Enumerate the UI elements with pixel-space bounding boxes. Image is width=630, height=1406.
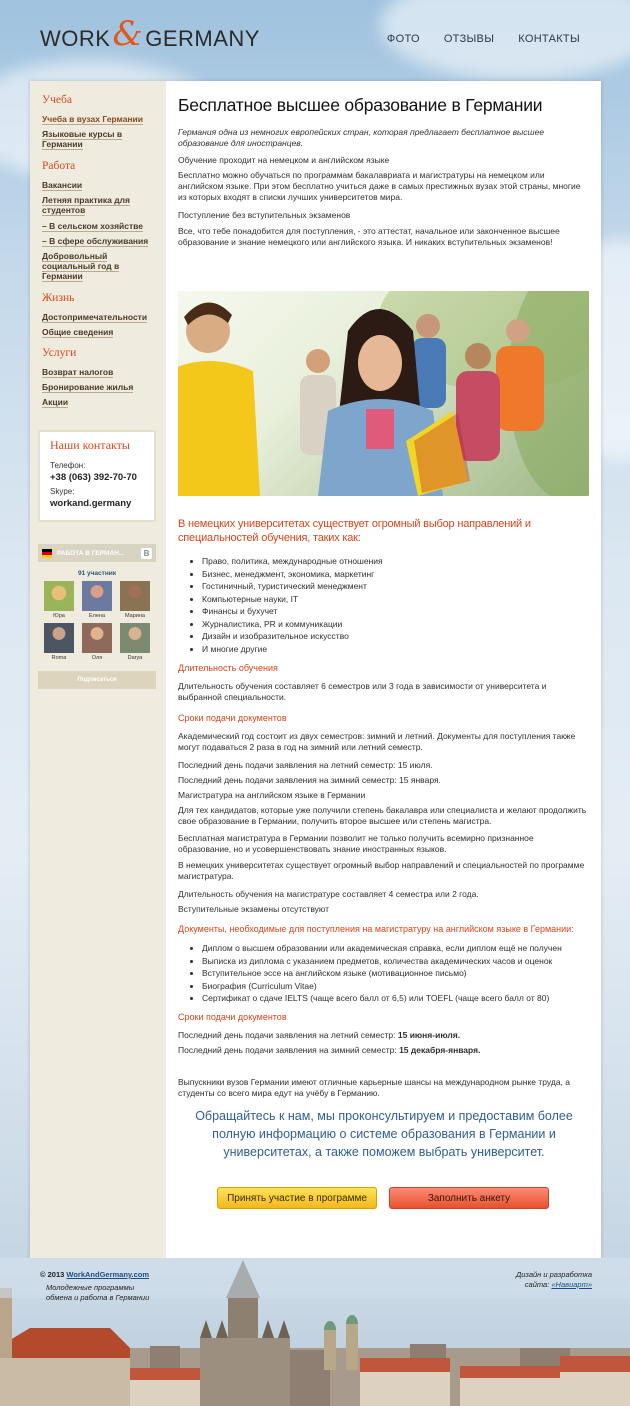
paragraph: Обучение проходит на немецком и английском языке bbox=[178, 155, 390, 165]
vk-member[interactable]: Оля bbox=[82, 623, 112, 661]
paragraph: Поступление без вступительных экзаменов bbox=[178, 210, 351, 220]
avatar bbox=[120, 581, 150, 611]
paragraph: Академический год состоит из двух семестров: зимний и летний. Документы для поступления также могут подаваться 2 раза в год на зимний или летний семестр. bbox=[178, 731, 576, 752]
list-item: • Дизайн и изобразительное искусство bbox=[202, 630, 592, 643]
list-item: • Журналистика, PR и коммуникации bbox=[202, 618, 592, 631]
paragraph: Выпускники вузов Германии имеют отличные карьерные шансы на международном рынке труда, а студенты со всего мира едут на учёбу в Германию. bbox=[178, 1077, 571, 1098]
logo-work: WORK bbox=[40, 26, 111, 51]
sidebar-item-universities[interactable]: Учеба в вузах Германии bbox=[42, 114, 144, 124]
join-program-button[interactable]: Принять участие в программе bbox=[217, 1187, 377, 1209]
vk-subscribe-button[interactable]: Подписаться bbox=[38, 671, 156, 689]
vk-logo-icon: В bbox=[141, 548, 152, 559]
paragraph: Последний день подачи заявления на зимний семестр: 15 января. bbox=[178, 775, 441, 785]
cta-text: Обращайтесь к нам, мы проконсультируем и предоставим более полную информацию о системе образования в Германии и университетах, а также поможем выбрать университет. bbox=[195, 1109, 573, 1159]
vk-member[interactable]: Юра bbox=[44, 581, 74, 619]
sidebar-item-language-courses[interactable]: Языковые курсы в Германии bbox=[42, 129, 123, 149]
avatar bbox=[44, 581, 74, 611]
paragraph: Бесплатно можно обучаться по программам бакалавриата и магистратуры на немецком или английском языке. При этом бесплатно учиться даже в самых престижных вузах этой страны, многие из которых входят в списки лучших университетов мира. bbox=[178, 170, 581, 202]
list-item: • Вступительное эссе на английском языке (мотивационное письмо) bbox=[202, 967, 592, 980]
footer-left: © 2013 WorkAndGermany.com Молодежные программы обмена и работа в Германии bbox=[40, 1270, 150, 1302]
vk-members bbox=[38, 581, 156, 661]
footer-credits: Дизайн и разработка сайта: «Навиарт» bbox=[515, 1270, 592, 1289]
paragraph: Длительность обучения составляет 6 семестров или 3 года в зависимости от университета и выбранной специальности. bbox=[178, 681, 547, 702]
paragraph: Все, что тебе понадобится для поступления, - это аттестат, начальное или законченное высшее образование и знание немецкого или английского языка. И никаких вступительных экзаменов! bbox=[178, 226, 560, 247]
nav-contacts[interactable]: КОНТАКТЫ bbox=[518, 33, 580, 45]
sidebar-section-study: Учеба bbox=[42, 94, 72, 106]
section-heading-deadlines: Сроки подачи документов bbox=[178, 713, 287, 723]
footer-slogan: Молодежные программы обмена и работа в Германии bbox=[46, 1283, 150, 1302]
main-panel bbox=[30, 81, 601, 1258]
avatar bbox=[82, 581, 112, 611]
avatar bbox=[44, 623, 74, 653]
skype-label: Skype: bbox=[50, 487, 75, 496]
logo-germany: GERMANY bbox=[145, 26, 260, 51]
sidebar-item-sights[interactable]: Достопримечательности bbox=[42, 312, 148, 322]
list-item: • Право, политика, международные отношения bbox=[202, 555, 592, 568]
list-item: • Биография (Curriculum Vitae) bbox=[202, 980, 592, 993]
sidebar-item-housing[interactable]: Бронирование жилья bbox=[42, 382, 134, 392]
vk-member[interactable]: Roma bbox=[44, 623, 74, 661]
paragraph: Последний день подачи заявления на зимний семестр: 15 декабря-января. bbox=[178, 1045, 481, 1055]
vk-widget bbox=[38, 544, 156, 692]
site-link[interactable]: WorkAndGermany.com bbox=[66, 1270, 150, 1279]
list-item: • Компьютерные науки, IT bbox=[202, 593, 592, 606]
section-heading-duration: Длительность обучения bbox=[178, 663, 278, 673]
section-heading-documents: Документы, необходимые для поступления на магистратуру на английском языке в Германии: bbox=[178, 924, 574, 934]
documents-list bbox=[202, 942, 592, 1005]
directions-list bbox=[202, 555, 592, 655]
sidebar-item-service[interactable]: – В сфере обслуживания bbox=[42, 236, 149, 246]
nav-photo[interactable]: ФОТО bbox=[386, 33, 420, 45]
logo-ampersand: & bbox=[112, 14, 144, 54]
list-item: • Бизнес, менеджмент, экономика, маркетинг bbox=[202, 568, 592, 581]
list-item: • Финансы и бухучет bbox=[202, 605, 592, 618]
section-heading-deadlines-2: Сроки подачи документов bbox=[178, 1012, 287, 1022]
paragraph: Для тех кандидатов, которые уже получили степень бакалавра или специалиста и желают продолжить свое образование в Германии, получить второе высшее или степень магистра. bbox=[178, 805, 587, 826]
skype-id[interactable]: workand.germany bbox=[50, 498, 132, 509]
vk-member[interactable]: Марина bbox=[120, 581, 150, 619]
vk-widget-header[interactable] bbox=[38, 544, 156, 562]
fill-form-button[interactable]: Заполнить анкету bbox=[389, 1187, 549, 1209]
top-nav bbox=[387, 33, 580, 45]
paragraph: Последний день подачи заявления на летний семестр: 15 июля. bbox=[178, 760, 433, 770]
sidebar-item-agriculture[interactable]: – В сельском хозяйстве bbox=[42, 221, 144, 231]
list-item: • Гостиничный, туристический менеджмент bbox=[202, 580, 592, 593]
phone-label: Телефон: bbox=[50, 461, 86, 470]
contacts-title: Наши контакты bbox=[50, 438, 130, 452]
avatar bbox=[120, 623, 150, 653]
article-lead: Германия одна из немногих европейских стран, которая предлагает бесплатное высшее образование для иностранцев. bbox=[178, 127, 545, 148]
paragraph: Последний день подачи заявления на летний семестр: 15 июня-июля. bbox=[178, 1030, 461, 1040]
list-item: • И многие другие bbox=[202, 643, 592, 656]
vk-group-title: РАБОТА В ГЕРМАН... bbox=[57, 549, 125, 557]
phone-number[interactable]: +38 (063) 392-70-70 bbox=[50, 472, 137, 483]
sidebar-item-vacancies[interactable]: Вакансии bbox=[42, 180, 83, 190]
paragraph: Бесплатная магистратура в Германии позволит не только получить всемирно признанное образование, но и усовершенствовать знание иностранных языков. bbox=[178, 833, 534, 854]
sidebar-item-tax-return[interactable]: Возврат налогов bbox=[42, 367, 114, 377]
contacts-box bbox=[38, 430, 156, 522]
germany-flag-icon bbox=[42, 549, 52, 558]
sidebar bbox=[30, 81, 166, 1258]
site-logo[interactable] bbox=[40, 14, 260, 54]
section-heading-directions: В немецких университетах существует огромный выбор направлений и специальностей обучения, таких как: bbox=[178, 518, 531, 544]
vk-member[interactable]: Елена bbox=[82, 581, 112, 619]
avatar bbox=[82, 623, 112, 653]
designer-link[interactable]: «Навиарт» bbox=[551, 1280, 592, 1289]
vk-member-count[interactable]: 91 участник bbox=[77, 570, 116, 577]
list-item: • Диплом о высшем образовании или академическая справка, если диплом ещё не получен bbox=[202, 942, 592, 955]
sidebar-item-promotions[interactable]: Акции bbox=[42, 397, 69, 407]
students-photo bbox=[178, 291, 589, 496]
sidebar-item-general-info[interactable]: Общие сведения bbox=[42, 327, 114, 337]
sidebar-item-volunteer-year[interactable]: Добровольный социальный год в Германии bbox=[42, 251, 120, 281]
page-title: Бесплатное высшее образование в Германии bbox=[178, 95, 543, 115]
list-item: • Выписка из диплома с указанием предметов, количества академических часов и оценок bbox=[202, 955, 592, 968]
paragraph: Длительность обучения на магистратуре составляет 4 семестра или 2 года. bbox=[178, 889, 479, 899]
sidebar-section-life: Жизнь bbox=[42, 292, 75, 304]
list-item: • Сертификат о сдаче IELTS (чаще всего балл от 6,5) или TOEFL (чаще всего балл от 80) bbox=[202, 992, 592, 1005]
paragraph: В немецких университетах существует огромный выбор направлений и специальностей по программе магистратура. bbox=[178, 860, 585, 881]
nav-reviews[interactable]: ОТЗЫВЫ bbox=[443, 33, 495, 45]
sidebar-section-services: Услуги bbox=[42, 347, 77, 359]
sidebar-item-summer-practice[interactable]: Летняя практика для студентов bbox=[42, 195, 130, 215]
paragraph: Вступительные экзамены отсутствуют bbox=[178, 904, 329, 914]
paragraph: Магистратура на английском языке в Германии bbox=[178, 790, 366, 800]
sidebar-section-work: Работа bbox=[42, 160, 76, 172]
vk-member[interactable]: Darya bbox=[120, 623, 150, 661]
